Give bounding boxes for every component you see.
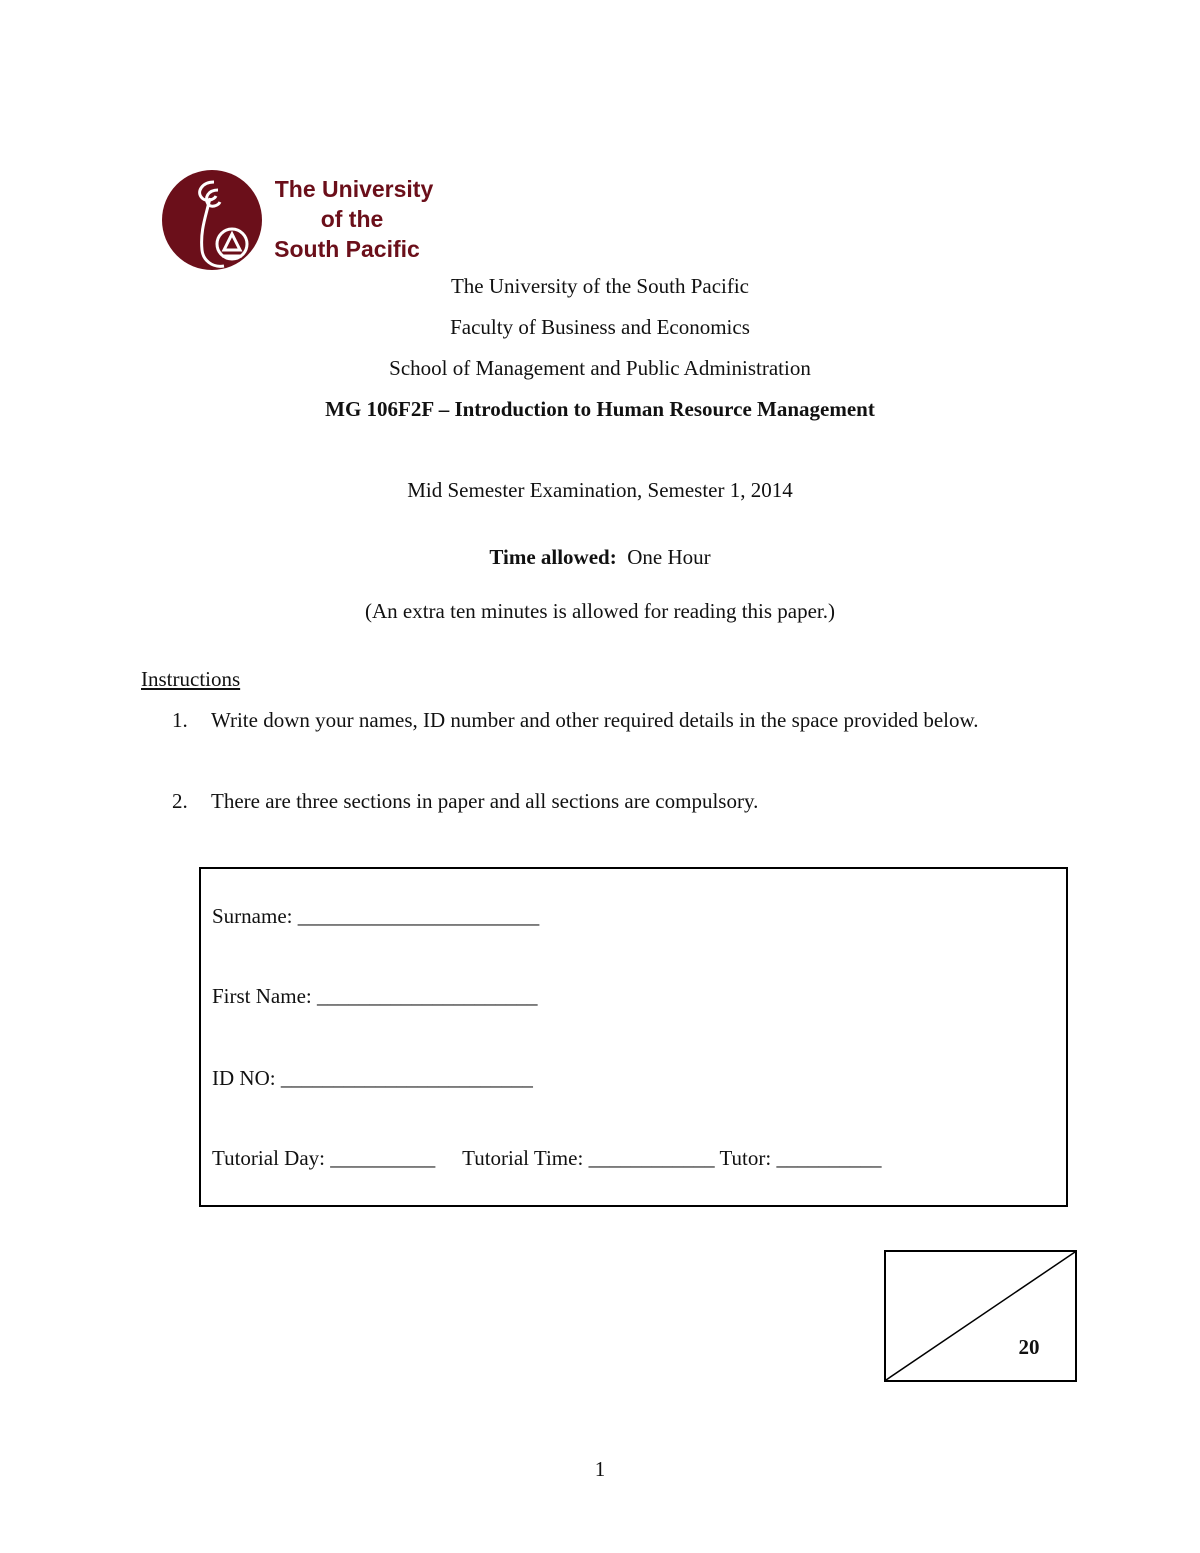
score-total: 20 <box>1018 1335 1040 1359</box>
tutorial-time-blank[interactable]: ____________ <box>588 1146 715 1170</box>
exam-title: Mid Semester Examination, Semester 1, 2014 <box>407 478 793 502</box>
surname-field[interactable] <box>212 903 539 929</box>
instruction-number: 2. <box>172 789 188 813</box>
reading-note: (An extra ten minutes is allowed for reading this paper.) <box>364 599 836 623</box>
time-allowed-value: One Hour <box>627 545 711 569</box>
id-number-blank[interactable]: ________________________ <box>280 1066 533 1090</box>
first-name-label: First Name: <box>212 984 312 1008</box>
first-name-field[interactable] <box>212 983 538 1009</box>
instruction-number: 1. <box>172 708 188 732</box>
time-allowed <box>0 544 1200 570</box>
id-number-field[interactable] <box>212 1065 533 1091</box>
id-number-label: ID NO: <box>212 1066 276 1090</box>
student-details-box <box>199 867 1068 1207</box>
university-name: The University of the South Pacific <box>450 274 750 298</box>
instruction-text: There are three sections in paper and all sections are compulsory. <box>211 789 759 813</box>
university-seal-icon <box>162 168 262 276</box>
score-box-frame <box>884 1250 1077 1382</box>
instructions-heading: Instructions <box>141 667 241 691</box>
logo-line-3: South Pacific <box>274 236 420 262</box>
score-box <box>884 1250 1077 1382</box>
surname-blank[interactable]: _______________________ <box>297 904 540 928</box>
tutor-label: Tutor: <box>719 1146 772 1170</box>
university-logo <box>162 168 442 276</box>
surname-label: Surname: <box>212 904 293 928</box>
tutorial-time-label: Tutorial Time: <box>462 1146 584 1170</box>
instruction-item <box>172 707 1012 734</box>
tutorial-day-label: Tutorial Day: <box>212 1146 325 1170</box>
logo-line-2: of the <box>320 206 384 232</box>
instruction-text: Write down your names, ID number and other required details in the space provided below. <box>211 708 979 732</box>
tutorial-details-row <box>212 1145 881 1171</box>
instructions-list-2 <box>172 788 1012 815</box>
first-name-blank[interactable]: _____________________ <box>317 984 538 1008</box>
school-name: School of Management and Public Administration <box>389 356 811 380</box>
instructions-list <box>172 707 1012 734</box>
instruction-item <box>172 788 1012 815</box>
course-title: MG 106F2F – Introduction to Human Resource Management <box>325 397 875 421</box>
page-number: 1 <box>594 1457 606 1481</box>
time-allowed-label: Time allowed: <box>489 545 617 569</box>
tutor-blank[interactable]: __________ <box>776 1146 882 1170</box>
tutorial-day-blank[interactable]: __________ <box>330 1146 436 1170</box>
logo-wordmark <box>262 174 442 264</box>
logo-line-1: The University <box>274 176 434 202</box>
faculty-name: Faculty of Business and Economics <box>450 315 750 339</box>
